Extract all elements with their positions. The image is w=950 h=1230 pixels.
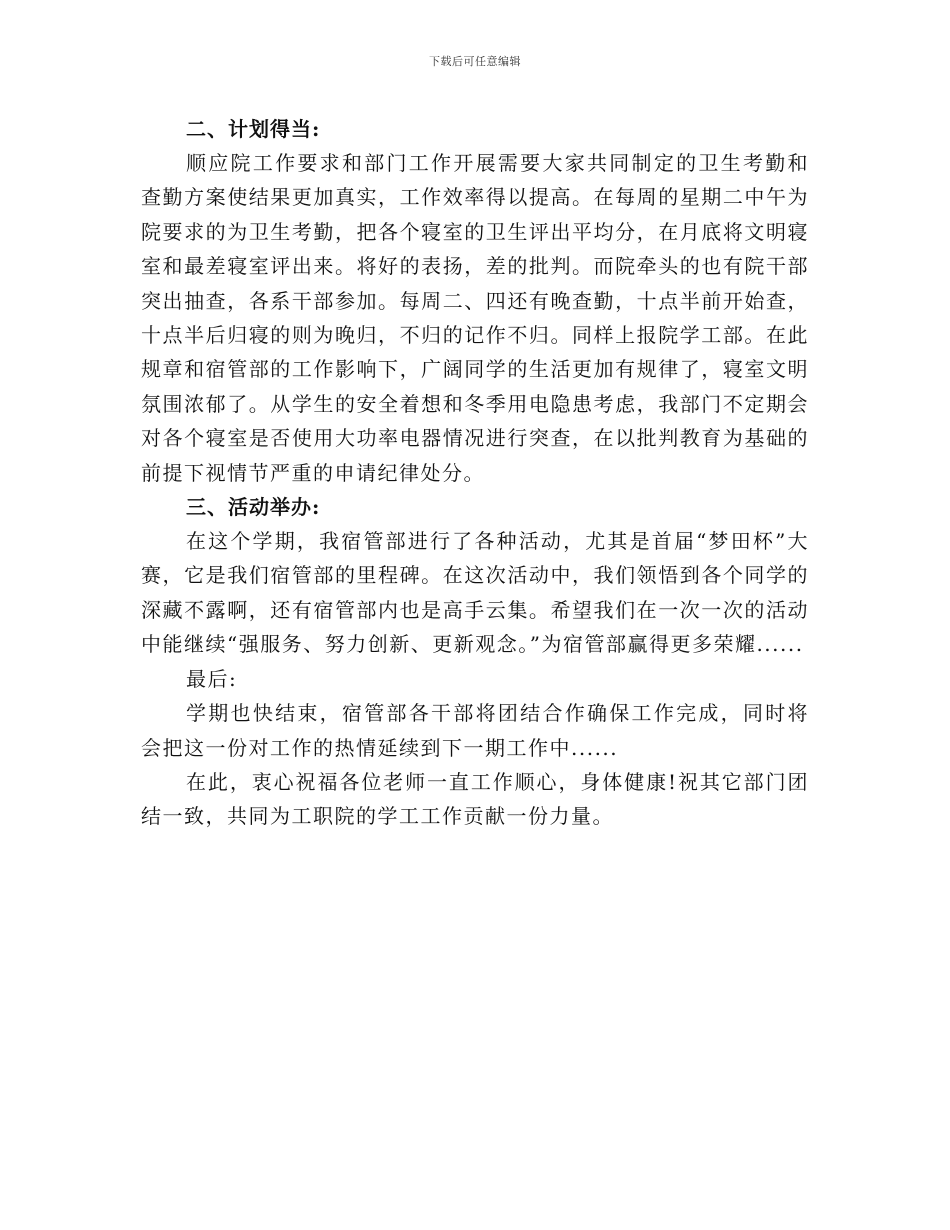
paragraph-final: 学期也快结束，宿管部各干部将团结合作确保工作完成，同时将会把这一份对工作的热情延续到下一期工作中...... (141, 701, 809, 760)
document-body (141, 112, 809, 834)
section-heading-plan: 二、计划得当: (186, 117, 321, 141)
paragraph-activity: 在这个学期，我宿管部进行了各种活动，尤其是首届“梦田杯”大赛，它是我们宿管部的里程碑。在这次活动中，我们领悟到各个同学的深藏不露啊，还有宿管部内也是高手云集。希望我们在一次一次的活动中能继续“强服务、努力创新、更新观念。”为宿管部赢得更多荣耀...... (141, 529, 809, 657)
page-header: 下载后可任意编辑 (429, 55, 521, 68)
paragraph-final-label: 最后: (186, 666, 238, 691)
paragraph-plan: 顺应院工作要求和部门工作开展需要大家共同制定的卫生考勤和查勤方案使结果更加真实，工作效率得以提高。在每周的星期二中午为院要求的为卫生考勤，把各个寝室的卫生评出平均分，在月底将文明寝室和最差寝室评出来。将好的表扬，差的批判。而院牵头的也有院干部突出抽查，各系干部参加。每周二、四还有晚查勤，十点半前开始查，十点半后归寝的则为晚归，不归的记作不归。同样上报院学工部。在此规章和宿管部的工作影响下，广阔同学的生活更加有规律了，寝室文明氛围浓郁了。从学生的安全着想和冬季用电隐患考虑，我部门不定期会对各个寝室是否使用大功率电器情况进行突查，在以批判教育为基础的前提下视情节严重的申请纪律处分。 (141, 151, 809, 485)
paragraph-closing: 在此，衷心祝福各位老师一直工作顺心，身体健康!祝其它部门团结一致，共同为工职院的学工工作贡献一份力量。 (141, 769, 809, 829)
section-heading-activity: 三、活动举办: (186, 495, 321, 520)
